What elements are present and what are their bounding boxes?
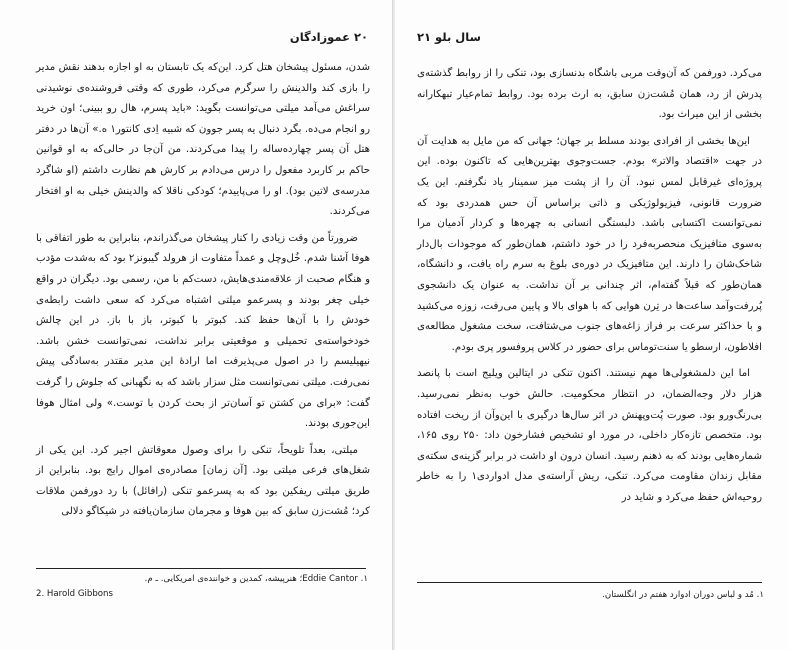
right-paragraph-2: این‌ها بخشی از افرادی بودند مسلط بر جهان؛ جهانی که من مایل به هدایت آن در جهت «اقتصاد والاتر» بودم. جست‌وجوی بهترین‌هایی که تاکنون بوده. این پروژه‌ای غیرقابل لمس نبود. آن را از پشت میز سمینار یاد نگرفتم. این یک ضرورت قانونی، فیزیولوژیکی و ذاتی براساس آن حس همدردی بود که نمی‌توانست اکتسابی باشد. دلبستگی انسانی به چهره‌ها و کردار آدمیان مرا به‌سوی متافیزیک منحصربه‌فرد را در خود داشتم، همان‌طور که موجودات بال‌دار شاخک‌شان را دارند. این متافیزیک در دوره‌ی بلوغ به سرم راه یافت، و دانشگاه، همان‌طور که قبلاً گفته‌ام، اثر چندانی بر آن نداشت. به عنوان یک دانشجوی پُررفت‌وآمد ساعت‌ها در تِرن هوایی که با هوای بالا و پایین می‌رفت، زوزه می‌کشید و با حداکثر سرعت بر فراز زاغه‌های جنوب می‌شتافت، سخت مشغول مطالعه‌ی افلاطون، ارسطو یا سنت‌توماس برای حضور در کلاس پروفسور پری بودم. [417,135,762,353]
left-paragraph-1: شدن، مسئول پیشخان هتل کرد. این‌که یک تابستان به او اجازه بدهند نقش مدیر را بازی کند والدینش را سرگرم می‌کرد، طوری که وقتی فروشنده‌ی نوشیدنی سراغش می‌آمد میلتی می‌توانست بگوید: «باید پسرم، هال رو ببینی؛ اون خرید رو انجام می‌ده. بگرد دنبال یه پسر جوون که شبیه اِدی کانتور۱ ه.» آن‌ها در دفتر هتل آن پسر چهارده‌ساله را پیدا می‌کردند. من آن‌جا در حالی‌که به او قوانین حاکم بر کاربرد مفعول را درس می‌دادم بر کارش هم نظارت داشتم (او شاگرد مدرسه‌ی لاتین بود). او را می‌پاییدم؛ کودکی ناقلا که والدینش خیلی به او افتخار می‌کردند. [36,62,370,218]
right-paragraph-3: اما این دلمشغولی‌ها مهم نیستند. اکنون تنکی در ایتالین ویلیج است با پانصد هزار دلار وجه‌الضمان، در انتظار محکومیت. حالش خوب به‌نظر نمی‌رسید. بی‌رنگ‌ورو بود. صورت پُت‌وپهنش در اثر سال‌ها درگیری با این‌وآن از ریخت افتاده بود. متخصص تازه‌کار داخلی، در مورد او تشخیص فشارخون داد: ۲۵۰ روی ۱۶۵، شماره‌هایی بودند که به ذهنم رسید. انسان درون او داشت در برابر گزینه‌ی سکته‌ی مقابل زندان مقاومت می‌کرد. تنکی، ریش آراسته‌ی مدل ادواردی۱ را به خاطر روحیه‌اش حفظ می‌کرد و شاید در [417,368,762,503]
right-paragraph-1: می‌کرد. دورفمن که آن‌وقت مربی باشگاه بدنسازی بود، تنکی را از روابط گذشته‌ی پدرش از رد، همان مُشت‌زن سابق، به ارث برده بود. روابط تمام‌عیار تبهکارانه بخشی از این میراث بود. [417,68,762,121]
right-page-header: سال بلو ۲۱ [417,30,481,44]
right-page [395,0,788,650]
left-paragraph-3: میلتی، بعداً تلویحاً، تنکی را برای وصول معوقاتش اجیر کرد. این یکی از شغل‌های فرعی میلتی بود. [آن زمان] مصادره‌ی اموال رایج بود. بنابراین از طریق میلتی ریفکین بود که به پسرعمو تنکی (رافائل) با رد دورفمن ملاقات کرد؛ مُشت‌زن سابق که بین هوفا و مجرمان سازمان‌یافته در شیکاگو دلالی [36,444,370,518]
left-footnote-1: ۱. Eddie Cantor؛ هنرپیشه، کمدین و خواننده‌ی امریکایی. ـ م. [144,574,368,584]
left-paragraph-2: ضرورتاً من وقت زیادی را کنار پیشخان می‌گذراندم، بنابراین به طور اتفاقی با هوفا آشنا شدم. خُل‌وچل و عمداً متفاوت از هرولد گیبونز۲ بود که به‌شدت مؤدب و هنگام صحبت از علاقه‌مندی‌هایش، دست‌کم با من، رسمی بود. دیگران در واقع خیلی چغر بودند و پسرعمو میلتی اشتباه می‌کرد که سعی داشت رابطه‌ی خودش را با آن‌ها حفظ کند. کبوتر با کبوتر، باز با باز. در این چالش خودخواسته‌ی تحمیلی و موقعیتی برابر نداشت، نمی‌توانست خشن باشد. نیهیلیسم را در اصول می‌پذیرفت اما ارادهٔ این مدیر مقتدر به‌سادگی پیش نمی‌رفت. میلتی نمی‌توانست مثل سزار باشد که به نگهبانی که جلوش را گرفت گفت: «برای من کشتن تو آسان‌تر از بحث کردن با توست.» ولی امثال هوفا این‌جوری بودند. [36,232,370,430]
left-footnote-divider [36,568,366,569]
left-page-body [36,58,370,527]
left-footnote-2: 2. Harold Gibbons [36,589,113,599]
left-page [0,0,393,650]
left-page-header: ۲۰ عموزادگان [289,30,368,44]
right-footnote-divider [417,582,762,583]
right-footnote-1: ۱. مُد و لباس دوران ادوارد هفتم در انگلستان. [602,590,764,600]
right-page-body [417,64,762,512]
